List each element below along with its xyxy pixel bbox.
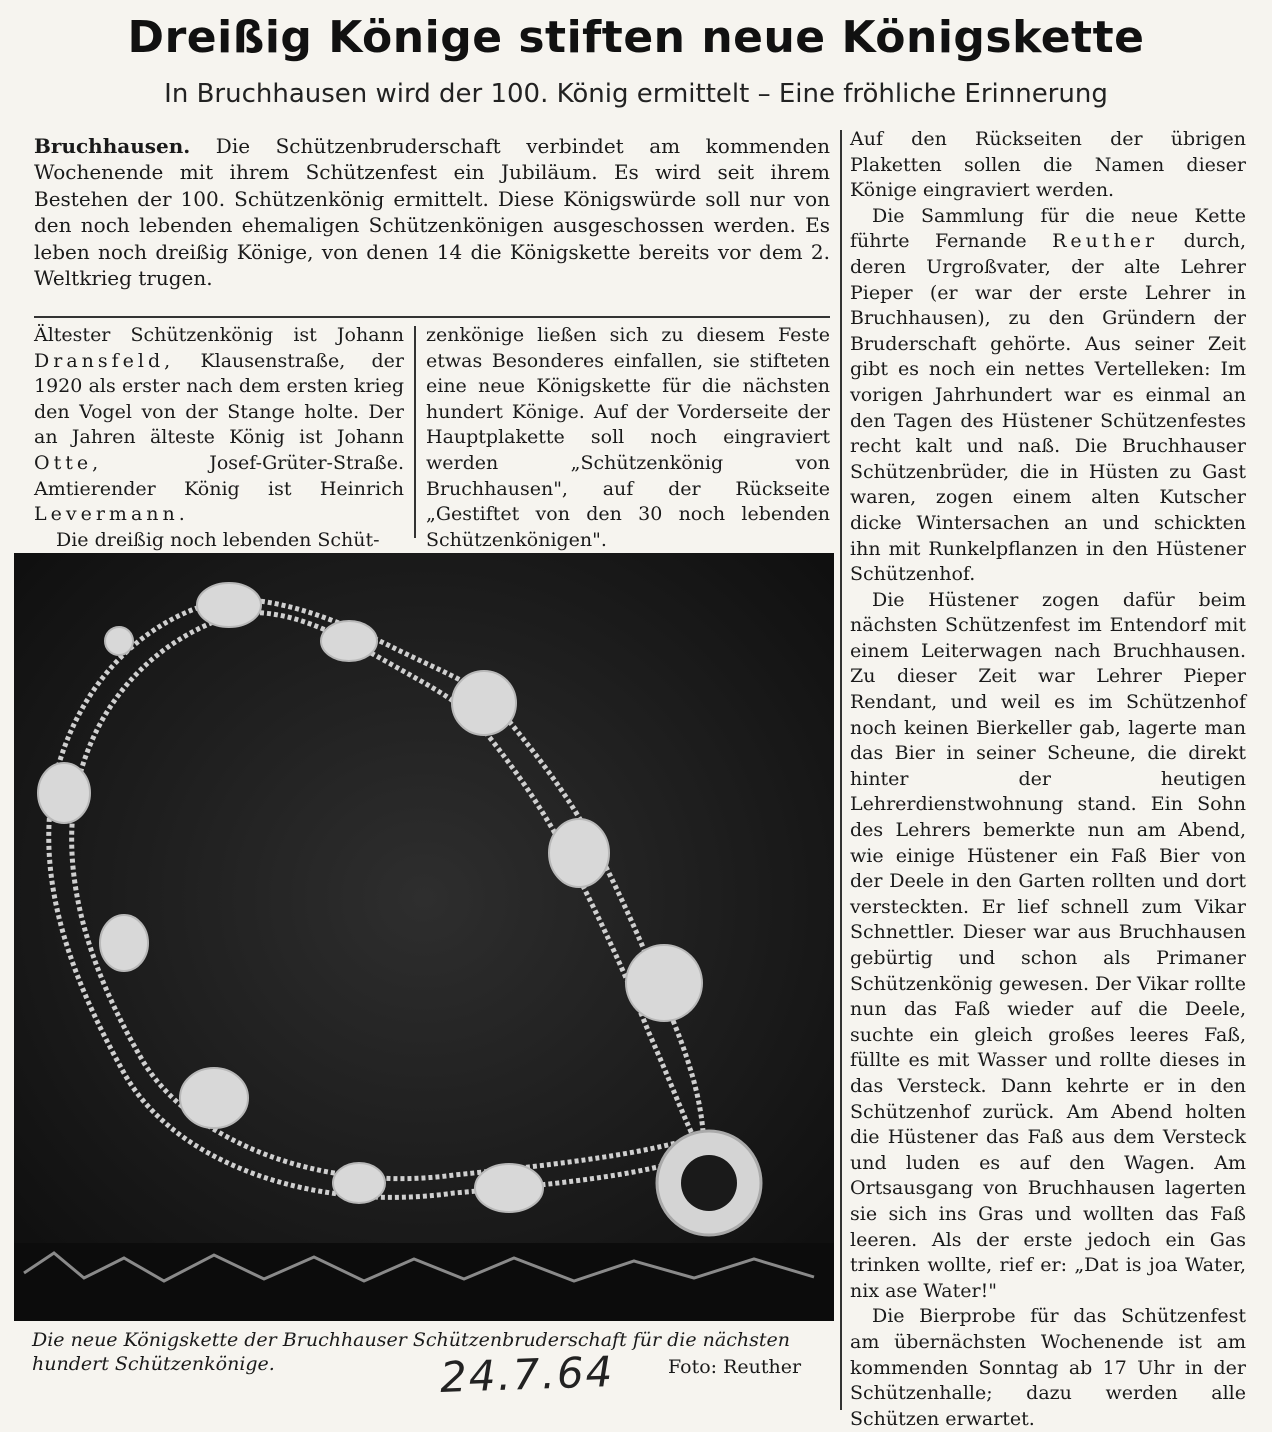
col1-text-c: Josef-Grüter-Straße. Amtierender König ist Heinrich bbox=[34, 451, 404, 500]
col3-name-reuther: Reuther bbox=[1052, 230, 1159, 253]
chain-illustration bbox=[14, 553, 834, 1321]
lead-text: Die Schützenbruderschaft verbindet am kommenden Wochenende mit ihrem Schützenfest ein Jubiläum. Es wird seit ihrem Bestehen der 100. Schützenkönig ermittelt. Diese Königswürde soll nur von den noch lebenden ehemaligen Schützenkönigen ausgeschossen werden. Es leben noch dreißig Könige, von denen 14 die Königskette bereits vor dem 2. Weltkrieg trugen. bbox=[34, 134, 830, 291]
col1-text-a: Ältester Schützenkönig ist Johann bbox=[34, 324, 404, 346]
col1-name-dransfeld: Dransfeld, bbox=[34, 349, 175, 372]
col3-paragraph-4: Die Bierprobe für das Schützenfest am übernächsten Wochenende ist am kommenden Sonntag ab 17 Uhr in der Schützenhalle; dazu werden alle Schützen erwartet. bbox=[850, 1305, 1246, 1430]
col3-text-a: Die Sammlung für die neue Kette führte Fernande bbox=[850, 204, 1246, 253]
column-3 bbox=[850, 127, 1246, 1432]
subheadline: In Bruchhausen wird der 100. König ermittelt – Eine fröhliche Erinnerung bbox=[164, 79, 1108, 109]
photo-credit: Foto: Reuther bbox=[668, 1356, 802, 1378]
col1-name-otte: Otte, bbox=[34, 451, 103, 474]
column-2 bbox=[426, 323, 830, 553]
col2-paragraph: zenkönige ließen sich zu diesem Feste etwas Besonderes einfallen, sie stifteten eine neue Königskette für die nächsten hundert Könige. Auf der Vorderseite der Hauptplakette soll noch eingraviert werden „Schützenkönig von Bruchhausen", auf der Rückseite „Gestiftet von den 30 noch lebenden Schützenkönigen". bbox=[426, 324, 830, 551]
col3-paragraph-3: Die Hüstener zogen dafür beim nächsten Schützenfest im Entendorf mit einem Leiterwagen nach Bruchhausen. Zu dieser Zeit war Lehrer Pieper Rendant, und weil es im Schützenhof noch keinen Bierkeller gab, lagerte man das Bier in seiner Scheune, die direkt hinter der heutigen Lehrerdienstwohnung stand. Ein Sohn des Lehrers bemerkte nun am Abend, wie einige Hüstener ein Faß Bier von der Deele in den Garten rollten und dort versteckten. Er lief schnell zum Vikar Schnettler. Dieser war aus Bruchhausen gebürtig und schon als Primaner Schützenkönig gewesen. Der Vikar rollte nun das Faß wieder auf die Deele, suchte ein gleich großes leeres Faß, füllte es mit Wasser und rollte dieses in das Versteck. Dann kehrte er in den Schützenhof zurück. Am Abend holten die Hüstener das Faß aus dem Versteck und luden es auf den Wagen. Am Ortsausgang von Bruchhausen lagerten sie sich ins Gras und wollten das Faß leeren. Als der erste jedoch ein Gas trinken wollte, rief er: „Dat is joa Water, nix ase Water!" bbox=[850, 588, 1246, 1302]
col1-text-b: Klausenstraße, der 1920 als erster nach dem ersten krieg den Vogel von der Stange holte. Der an Jahren älteste König ist Johann bbox=[34, 349, 404, 449]
handwritten-date: 24.7.64 bbox=[439, 1346, 616, 1403]
caption-text: Die neue Königskette der Bruchhauser Schützenbruderschaft für die nächsten hundert Schützenkönige. bbox=[32, 1329, 790, 1375]
col1-paragraph-2: Die dreißig noch lebenden Schüt- bbox=[56, 528, 380, 551]
headline: Dreißig Könige stiften neue Königskette bbox=[127, 12, 1145, 63]
col3-text-b: durch, deren Urgroßvater, der alte Lehrer Pieper (er war der erste Lehrer in Bruchhausen), zu den Gründern der Bruderschaft gehörte. Aus seiner Zeit gibt es noch ein nettes Vertelleken: Im vorigen Jahrhundert war es einmal an den Tagen des Hüstener Schützenfestes recht kalt und naß. Die Bruchhauser Schützenbrüder, die in Hüsten zu Gast waren, zogen einem alten Kutscher dicke Wintersachen an und schickten ihn mit Runkelpflanzen in den Hüstener Schützenhof. bbox=[850, 230, 1246, 586]
col1-name-levermann: Levermann. bbox=[34, 503, 189, 526]
column-rule-2 bbox=[840, 130, 842, 1410]
col3-paragraph-1: Auf den Rückseiten der übrigen Plaketten sollen die Namen dieser Könige eingraviert werden. bbox=[850, 128, 1246, 202]
column-1 bbox=[34, 323, 404, 553]
chain-photo bbox=[14, 553, 834, 1321]
lead-separator-rule bbox=[34, 316, 830, 318]
column-rule-1 bbox=[414, 326, 416, 538]
dateline: Bruchhausen. bbox=[34, 134, 191, 158]
lead-paragraph bbox=[34, 133, 830, 291]
